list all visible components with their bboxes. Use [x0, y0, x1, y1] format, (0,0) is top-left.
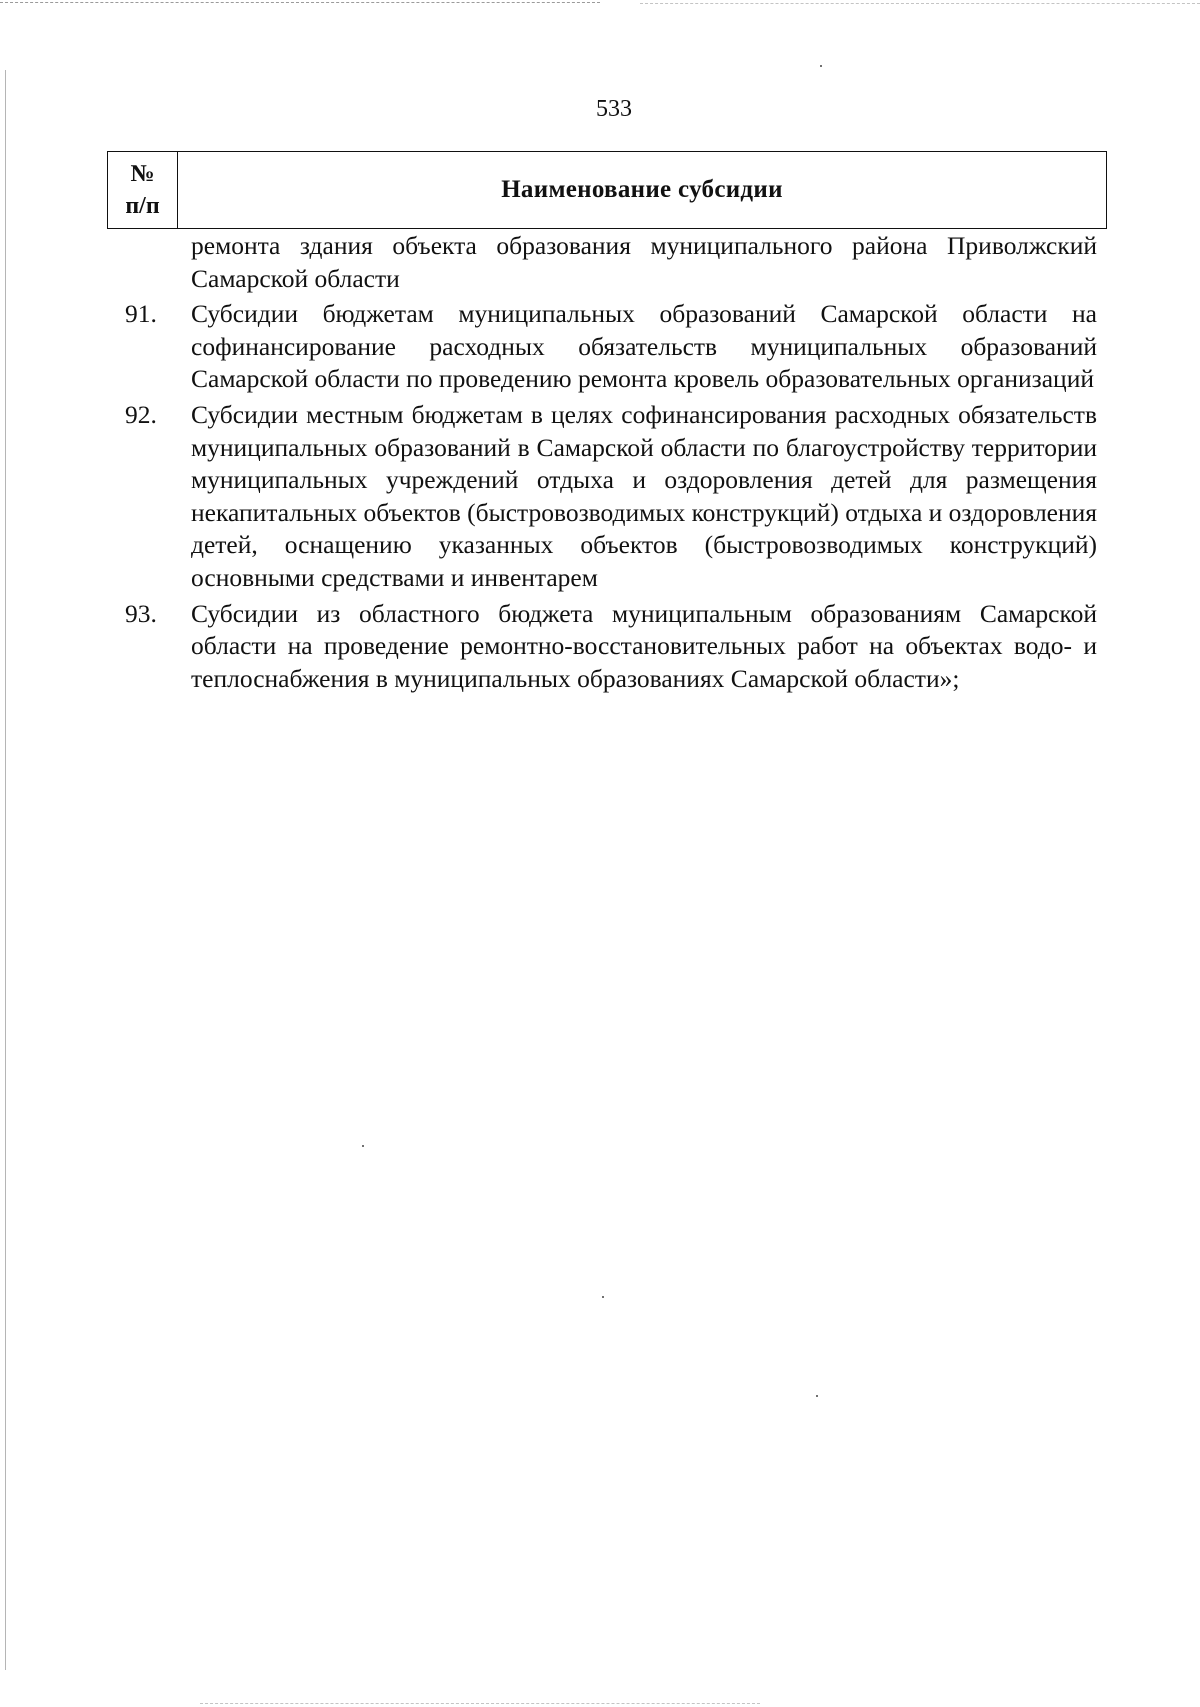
scan-edge-top-left [0, 2, 600, 3]
row-text: Субсидии из областного бюджета муниципальным образованиям Самарской области на проведение ремонтно-восстановительных работ на объектах водо- и теплоснабжения в муниципальных образованиях Самарской области»; [191, 598, 1097, 693]
page-number: 533 [596, 96, 632, 122]
table-row [107, 298, 1097, 396]
row-number: 93. [125, 598, 157, 628]
row-number: 91. [125, 299, 157, 329]
row-number [107, 230, 191, 295]
row-text: Субсидии местным бюджетам в целях софинансирования расходных обязательств муниципальных образований в Самарской области по благоустройству территории муниципальных учреждений отдыха и оздоровления детей для размещения некапитальных объектов (быстровозводимых конструкций) отдыха и оздоровления детей, оснащению указанных объектов (быстровозводимых конструкций) основными средствами и инвентарем [191, 399, 1098, 592]
table-body [107, 230, 1097, 695]
scan-speck [362, 1145, 364, 1147]
table-row [107, 399, 1097, 595]
header-number-abbrev: п/п [125, 193, 160, 219]
scan-speck [816, 1395, 818, 1397]
row-text: Субсидии бюджетам муниципальных образований Самарской области на софинансирование расходных обязательств муниципальных образований Самарской области по проведению ремонта кровель образовательных организаций [191, 299, 1097, 394]
table-row [107, 598, 1097, 696]
header-number-column [108, 152, 178, 228]
scan-speck [602, 1296, 604, 1298]
table-row [107, 230, 1097, 295]
scan-edge-top-right [640, 3, 1200, 4]
row-number: 92. [125, 399, 157, 429]
header-name-column [178, 152, 1106, 228]
header-number-symbol: № [130, 161, 155, 187]
header-name-label: Наименование субсидии [501, 176, 783, 203]
scan-edge-bottom [200, 1703, 760, 1704]
table-header [107, 151, 1107, 229]
scan-edge-left [5, 70, 6, 1670]
row-text: ремонта здания объекта образования муниципального района Приволжский Самарской области [191, 231, 1097, 293]
scan-speck [820, 65, 822, 67]
